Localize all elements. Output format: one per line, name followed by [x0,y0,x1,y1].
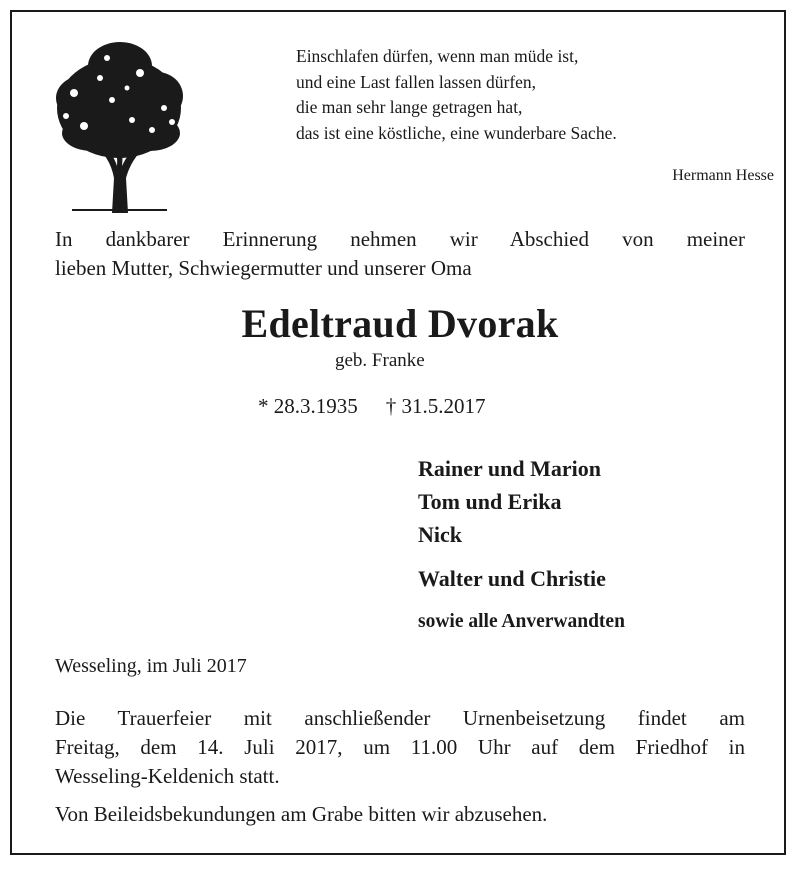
mourner-name: Tom und Erika [418,489,562,514]
poem-author: Hermann Hesse [672,167,774,184]
birth-date: * 28.3.1935 [258,394,358,418]
tree-icon [52,38,187,213]
place-date: Wesseling, im Juli 2017 [55,655,247,677]
life-dates [258,394,486,419]
ceremony-info [55,704,745,791]
poem-line: und eine Last fallen lassen dürfen, [296,71,537,92]
condolence-request: Von Beileidsbekundungen am Grabe bitten wir abzusehen. [55,802,548,826]
death-date: † 31.5.2017 [385,394,486,418]
ceremony-line: Freitag, dem 14. Juli 2017, um 11.00 Uhr auf dem Friedhof in [55,735,745,759]
intro-text [55,225,745,283]
mourner-name: Rainer und Marion [418,456,601,481]
mourner-name: Nick [418,522,462,547]
ceremony-line: Die Trauerfeier mit anschließender Urnenbeisetzung findet am [55,706,745,730]
poem-line: Einschlafen dürfen, wenn man müde ist, [296,46,579,66]
mourner-name: Walter und Christie [418,566,606,591]
poem-line: die man sehr lange getragen hat, [296,97,523,117]
maiden-name: geb. Franke [335,350,425,371]
ceremony-line: Wesseling-Keldenich statt. [55,764,280,788]
deceased-name: Edeltraud Dvorak [241,301,559,346]
relatives-note: sowie alle Anverwandten [418,611,625,632]
poem-line: das ist eine köstliche, eine wunderbare Sache. [296,122,617,143]
poem [296,44,617,146]
intro-line: lieben Mutter, Schwiegermutter und unserer Oma [55,256,472,280]
intro-line: In dankbarer Erinnerung nehmen wir Abschied von meiner [55,227,745,251]
